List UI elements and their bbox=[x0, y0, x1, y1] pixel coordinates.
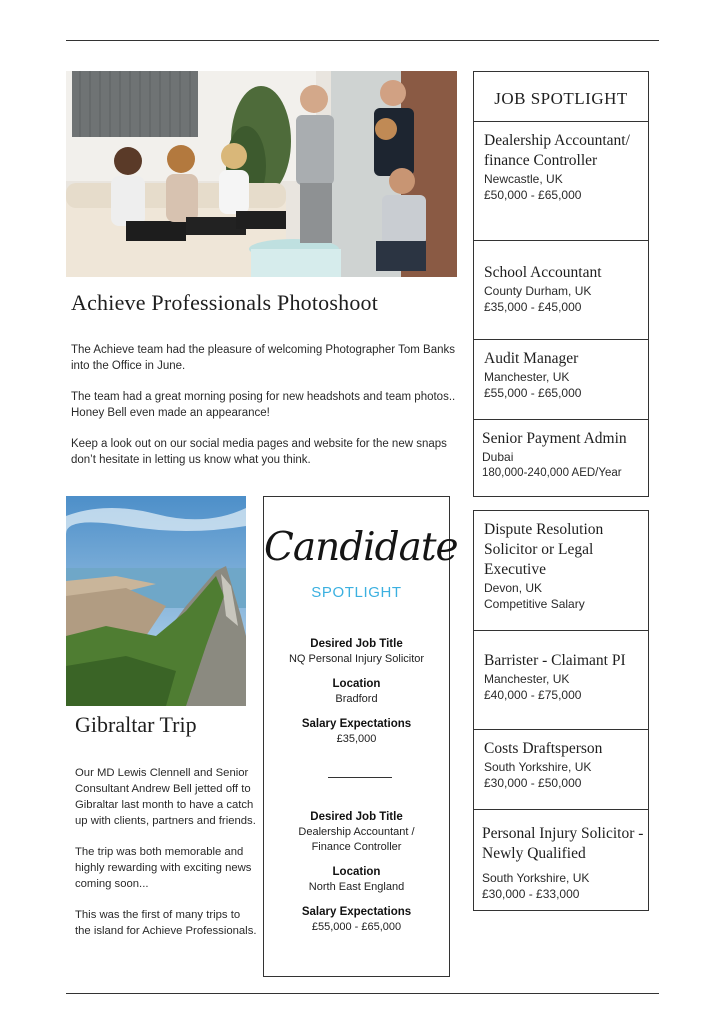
team-photoshoot-photo bbox=[66, 71, 457, 277]
candidate-divider bbox=[328, 777, 392, 778]
desired-job-title-value: NQ Personal Injury Solicitor bbox=[288, 653, 425, 665]
job-title: Barrister - Claimant PI bbox=[484, 652, 626, 669]
gibraltar-title: Gibraltar Trip bbox=[75, 712, 197, 737]
job-listing[interactable] bbox=[474, 121, 648, 240]
candidate-spotlight-subtitle: SPOTLIGHT bbox=[311, 584, 402, 601]
job-listing[interactable] bbox=[474, 511, 648, 630]
job-salary: £35,000 - £45,000 bbox=[484, 300, 582, 314]
job-location: Manchester, UK bbox=[484, 672, 570, 686]
job-title: Audit Manager bbox=[484, 350, 579, 367]
job-spotlight-panel bbox=[473, 71, 649, 497]
job-listing[interactable] bbox=[474, 240, 648, 339]
job-listing[interactable] bbox=[474, 419, 648, 496]
salary-expectations-value: £55,000 - £65,000 bbox=[311, 921, 402, 933]
job-salary: £40,000 - £75,000 bbox=[484, 688, 582, 702]
photoshoot-paragraph: Keep a look out on our social media pages and website for the new snaps don’t hesitate in letting us know what you think. bbox=[71, 438, 447, 466]
location-value: North East England bbox=[308, 881, 405, 893]
candidate-script-heading: Candidate bbox=[264, 525, 458, 570]
candidate-spotlight-panel bbox=[263, 496, 458, 977]
job-title: Dealership Accountant/ finance Controller bbox=[484, 132, 630, 169]
job-title: School Accountant bbox=[484, 264, 602, 281]
gibraltar-paragraph: This was the first of many trips to the island for Achieve Professionals. bbox=[75, 909, 257, 937]
job-title: Dispute Resolution Solicitor or Legal Executive bbox=[484, 521, 604, 578]
photoshoot-paragraph: The team had a great morning posing for new headshots and team photos.. Honey Bell even made an appearance! bbox=[71, 391, 456, 419]
location-value: Bradford bbox=[335, 693, 378, 705]
location-label: Location bbox=[332, 866, 381, 878]
job-listing[interactable] bbox=[474, 809, 648, 910]
salary-expectations-value: £35,000 bbox=[336, 733, 377, 745]
job-salary: £30,000 - £50,000 bbox=[484, 776, 582, 790]
job-salary: £50,000 - £65,000 bbox=[484, 188, 582, 202]
job-listing[interactable] bbox=[474, 630, 648, 729]
job-title: Personal Injury Solicitor - Newly Qualified bbox=[482, 825, 644, 862]
photoshoot-title: Achieve Professionals Photoshoot bbox=[71, 290, 379, 315]
job-title: Senior Payment Admin bbox=[482, 430, 627, 447]
job-location: South Yorkshire, UK bbox=[484, 760, 592, 774]
job-spotlight-header-cell bbox=[474, 72, 648, 121]
bottom-divider bbox=[66, 993, 659, 994]
gibraltar-paragraph: Our MD Lewis Clennell and Senior Consultant Andrew Bell jetted off to Gibraltar last month to have a catch up with clients, partners and friends. bbox=[75, 767, 256, 827]
desired-job-title-label: Desired Job Title bbox=[310, 638, 403, 650]
job-salary: £30,000 - £33,000 bbox=[482, 887, 580, 901]
job-location: Dubai bbox=[482, 450, 514, 464]
desired-job-title-label: Desired Job Title bbox=[310, 811, 403, 823]
job-location: Newcastle, UK bbox=[484, 172, 563, 186]
gibraltar-paragraph: The trip was both memorable and highly rewarding with exciting news coming soon... bbox=[75, 846, 252, 890]
candidate-card bbox=[264, 810, 449, 935]
job-spotlight-panel bbox=[473, 510, 649, 911]
photoshoot-article-body bbox=[71, 342, 461, 483]
job-salary: £55,000 - £65,000 bbox=[484, 386, 582, 400]
desired-job-title-value: Dealership Accountant / Finance Controller bbox=[298, 826, 415, 853]
job-listing[interactable] bbox=[474, 729, 648, 809]
location-label: Location bbox=[332, 678, 381, 690]
salary-expectations-label: Salary Expectations bbox=[301, 718, 412, 730]
top-divider bbox=[66, 40, 659, 41]
gibraltar-article-body bbox=[75, 765, 257, 954]
photoshoot-paragraph: The Achieve team had the pleasure of welcoming Photographer Tom Banks into the Office in June. bbox=[71, 344, 455, 372]
job-location: South Yorkshire, UK bbox=[482, 871, 590, 885]
candidate-card bbox=[264, 637, 449, 747]
job-salary: 180,000-240,000 AED/Year bbox=[482, 467, 622, 479]
job-title: Costs Draftsperson bbox=[484, 740, 603, 757]
job-location: Manchester, UK bbox=[484, 370, 570, 384]
job-location: Devon, UK bbox=[484, 581, 543, 595]
gibraltar-photo bbox=[66, 496, 246, 706]
job-listing[interactable] bbox=[474, 339, 648, 419]
job-salary: Competitive Salary bbox=[484, 597, 585, 611]
job-location: County Durham, UK bbox=[484, 284, 592, 298]
job-spotlight-heading: JOB SPOTLIGHT bbox=[494, 89, 628, 108]
salary-expectations-label: Salary Expectations bbox=[301, 906, 412, 918]
